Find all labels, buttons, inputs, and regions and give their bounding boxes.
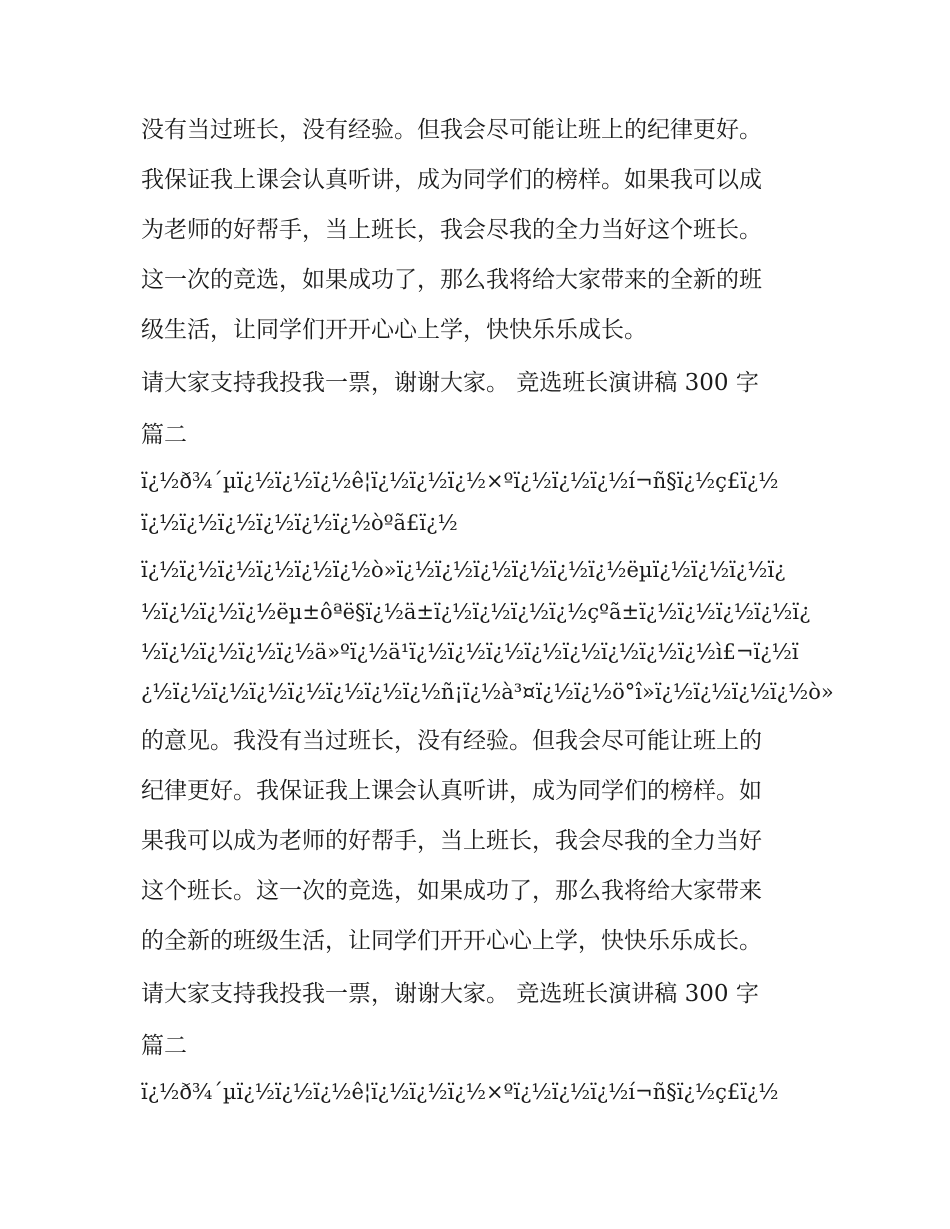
text-line: 请大家支持我投我一票，谢谢大家。 竞选班长演讲稿 300 字: [141, 370, 759, 396]
garbled-text-line: ï¿½ð¾´µï¿½ï¿½ï¿½ê¦ï¿½ï¿½ï¿½×ºï¿½ï¿½ï¿½í¬ñ§ï¿½ç£ï¿½: [141, 1080, 779, 1104]
text-line: 的全新的班级生活，让同学们开开心心上学，快快乐乐成长。: [141, 928, 762, 954]
text-line: 纪律更好。我保证我上课会认真听讲，成为同学们的榜样。如: [141, 778, 762, 804]
section-heading: 篇二: [141, 1033, 187, 1059]
garbled-text-line: ½ï¿½ï¿½ï¿½ëµ±ôªë§ï¿½ä±ï¿½ï¿½ï¿½ï¿½çºã±ï¿½ï¿½ï¿½ï¿½ï¿: [141, 600, 811, 624]
garbled-text-line: ï¿½ï¿½ï¿½ï¿½ï¿½ï¿½ò»ï¿½ï¿½ï¿½ï¿½ï¿½ï¿½ëµï¿½ï¿½ï¿½ï¿: [141, 558, 786, 582]
garbled-text-line: ï¿½ï¿½ï¿½ï¿½ï¿½ï¿½òºã£ï¿½: [141, 511, 458, 535]
text-line: 这个班长。这一次的竞选，如果成功了，那么我将给大家带来: [141, 878, 762, 904]
text-line: 级生活，让同学们开开心心上学，快快乐乐成长。: [141, 317, 647, 343]
garbled-text-line: ½ï¿½ï¿½ï¿½ï¿½ä»ºï¿½ä¹ï¿½ï¿½ï¿½ï¿½ï¿½ï¿½ï¿½ï¿½ì£¬ï¿½ï: [141, 640, 799, 664]
text-line: 的意见。我没有当过班长，没有经验。但我会尽可能让班上的: [141, 728, 762, 754]
section-heading: 篇二: [141, 422, 187, 448]
text-line: 请大家支持我投我一票，谢谢大家。 竞选班长演讲稿 300 字: [141, 981, 759, 1007]
text-line: 为老师的好帮手，当上班长，我会尽我的全力当好这个班长。: [141, 217, 762, 243]
garbled-text-line: ¿½ï¿½ï¿½ï¿½ï¿½ï¿½ï¿½ï¿½ñ¡ï¿½à³¤ï¿½ï¿½ö°î»ï¿½ï¿½ï¿½ï¿½ò»: [141, 680, 834, 704]
text-line: 我保证我上课会认真听讲，成为同学们的榜样。如果我可以成: [141, 167, 762, 193]
text-line: 没有当过班长，没有经验。但我会尽可能让班上的纪律更好。: [141, 117, 762, 143]
garbled-text-line: ï¿½ð¾´µï¿½ï¿½ï¿½ê¦ï¿½ï¿½ï¿½×ºï¿½ï¿½ï¿½í¬ñ§ï¿½ç£ï¿½: [141, 469, 779, 493]
text-line: 这一次的竞选，如果成功了，那么我将给大家带来的全新的班: [141, 267, 762, 293]
text-line: 果我可以成为老师的好帮手，当上班长，我会尽我的全力当好: [141, 828, 762, 854]
